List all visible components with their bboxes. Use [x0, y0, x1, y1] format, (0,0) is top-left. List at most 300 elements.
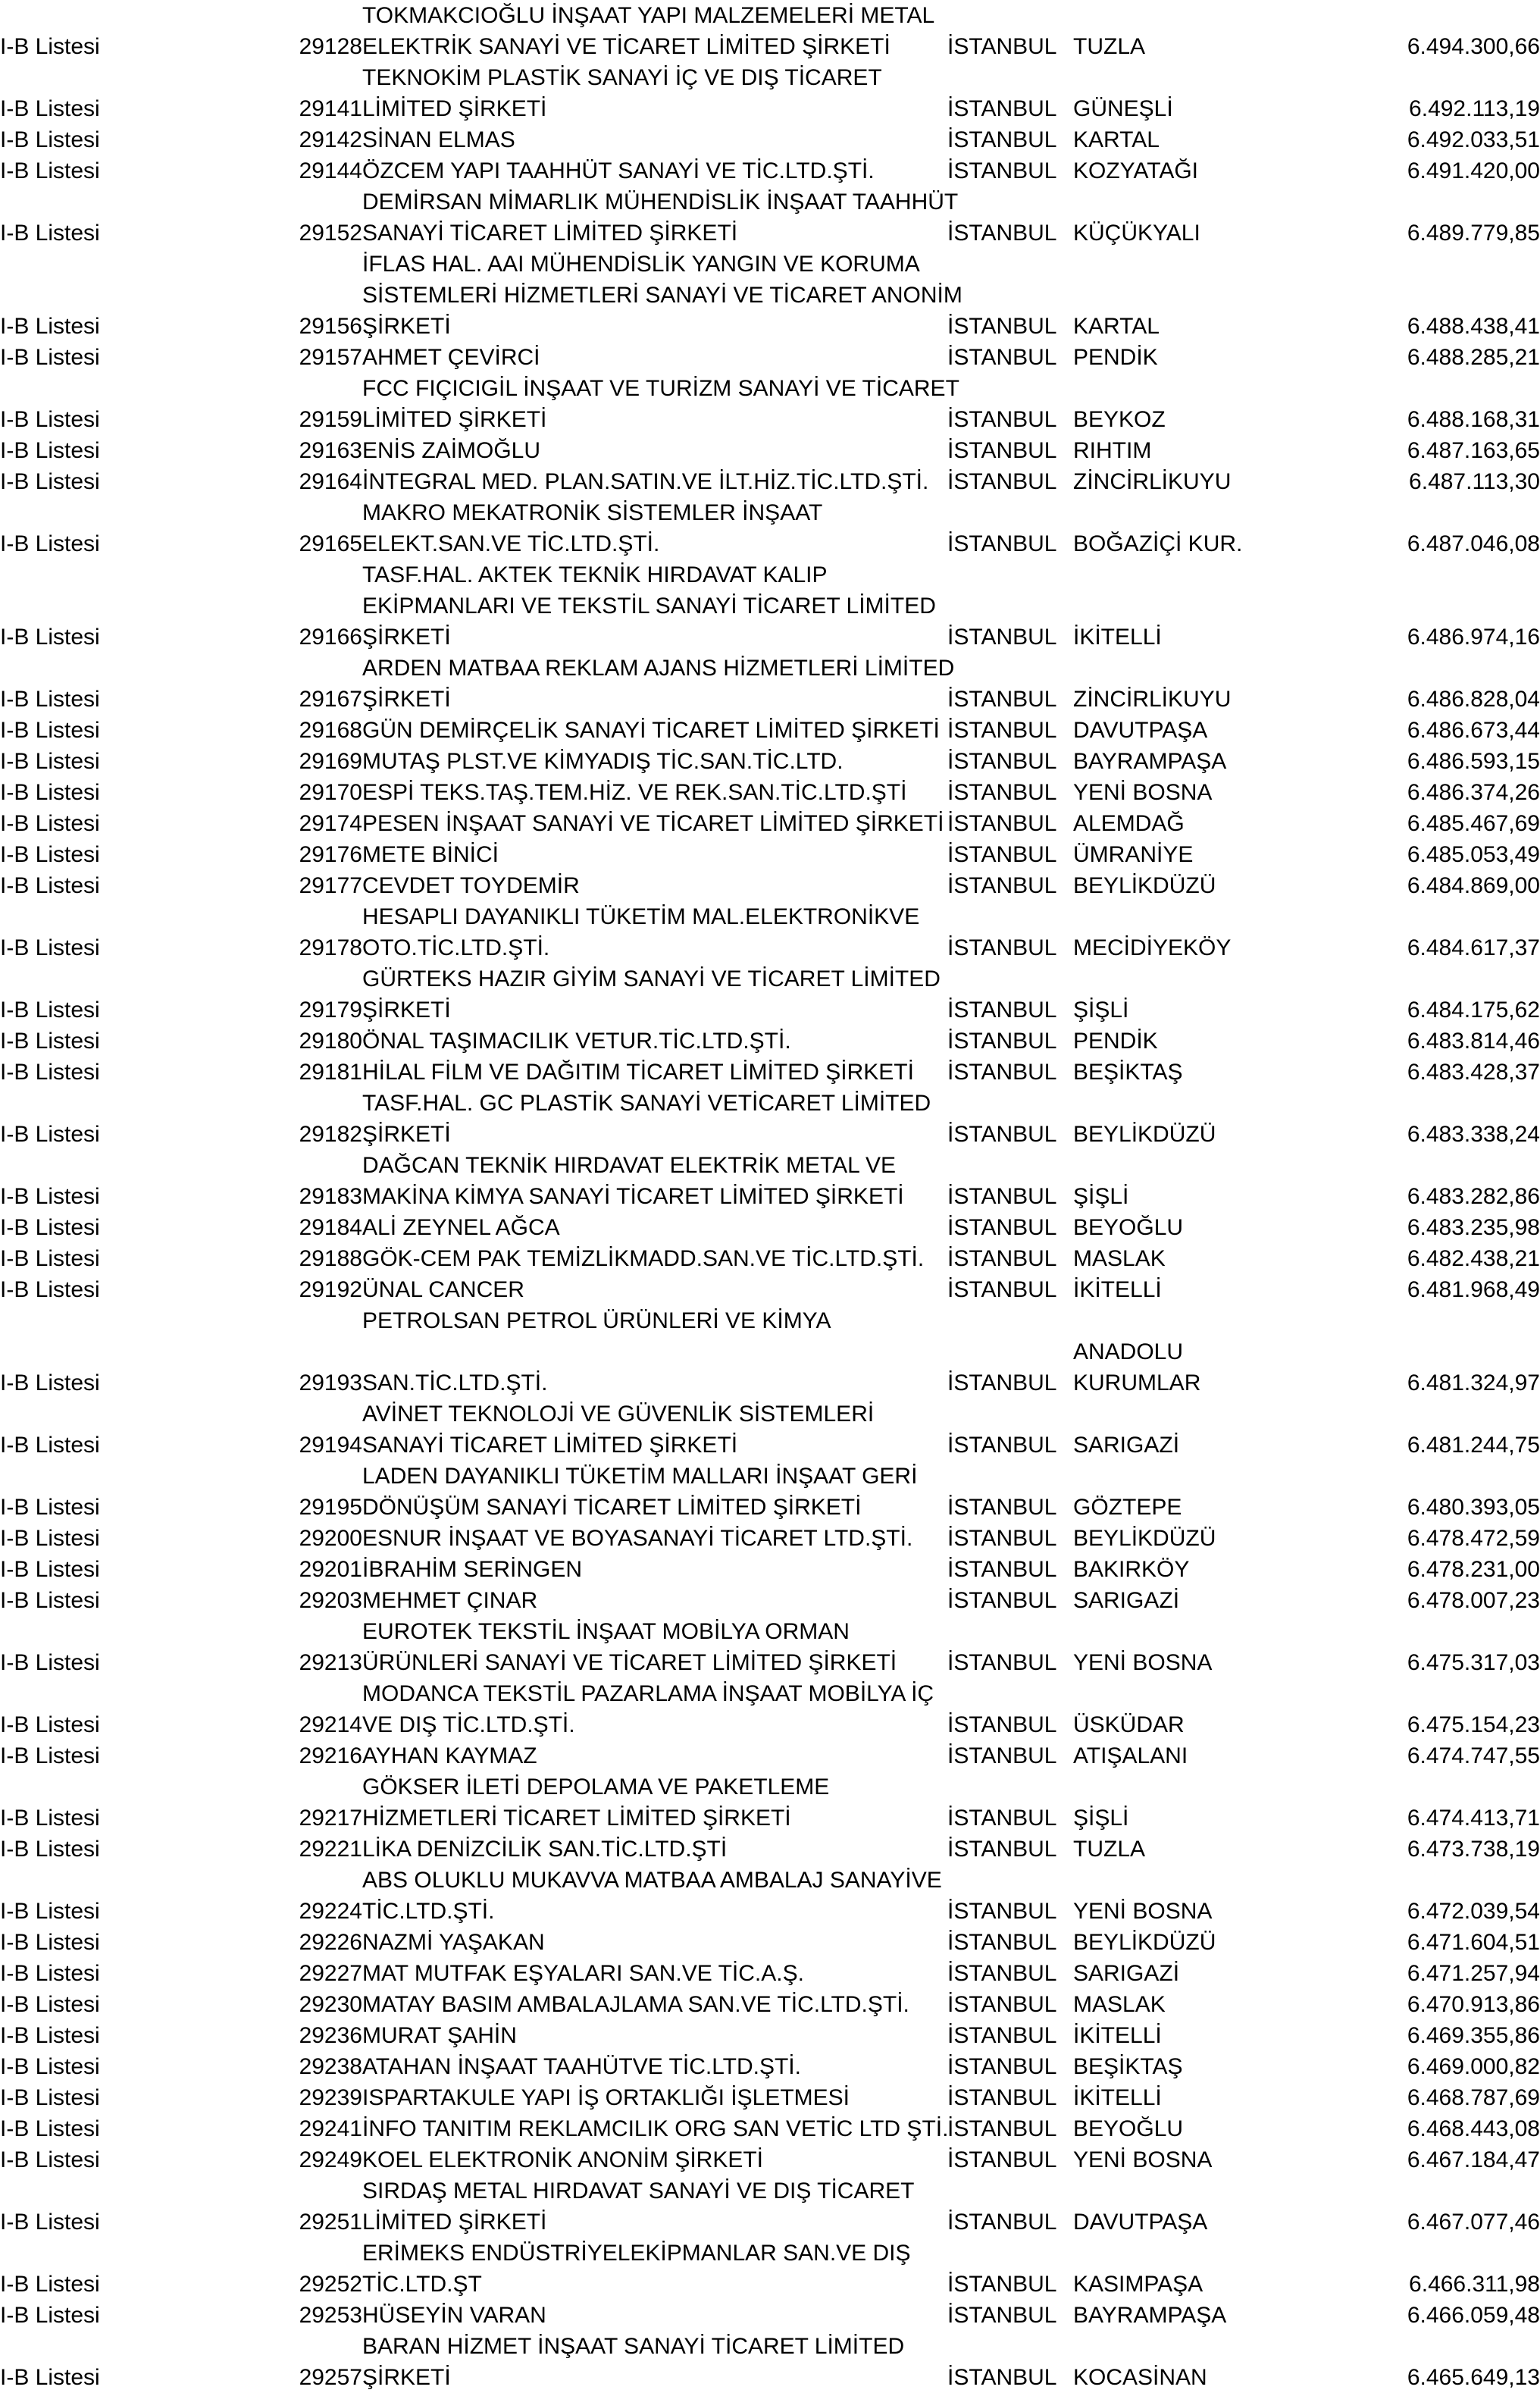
tax-office-district: BAYRAMPAŞA: [1073, 749, 1227, 774]
list-label: I-B Listesi: [0, 780, 100, 805]
amount-empty: [1329, 280, 1540, 311]
debt-amount: 6.481.324,97: [1407, 1370, 1540, 1395]
table-row: [0, 1709, 1540, 1740]
debt-amount: 6.480.393,05: [1407, 1495, 1540, 1520]
city-empty: [947, 1305, 1073, 1336]
debt-amount: 6.473.738,19: [1407, 1837, 1540, 1862]
district-empty: [1073, 373, 1329, 404]
city-empty: [947, 559, 1073, 590]
city-name: İSTANBUL: [947, 1557, 1057, 1582]
district-empty: [1073, 1461, 1329, 1492]
city-name: İSTANBUL: [947, 1370, 1057, 1395]
tax-office-district: MASLAK: [1073, 1992, 1166, 2017]
tax-office-district: YENİ BOSNA: [1073, 2147, 1213, 2172]
debt-amount: 6.483.428,37: [1407, 1060, 1540, 1085]
table-row: [0, 808, 1540, 839]
debt-amount: 6.466.059,48: [1407, 2303, 1540, 2328]
debt-amount: 6.471.604,51: [1407, 1930, 1540, 1955]
list-label: I-B Listesi: [0, 221, 100, 246]
sequence-no: 29188: [299, 1246, 362, 1271]
sequence-no-empty: [270, 963, 362, 994]
taxpayer-name-line-empty: [362, 1336, 947, 1367]
tax-office-district: SARIGAZİ: [1073, 1588, 1180, 1613]
table-row: [0, 1243, 1540, 1274]
amount-empty: [1329, 1461, 1540, 1492]
debt-amount: 6.468.443,08: [1407, 2116, 1540, 2141]
city-empty: [947, 1865, 1073, 1896]
debt-amount: 6.474.413,71: [1407, 1806, 1540, 1831]
table-row: [0, 777, 1540, 808]
taxpayer-name: MURAT ŞAHİN: [362, 2023, 517, 2048]
table-row-continuation: [0, 2238, 1540, 2269]
city-name: İSTANBUL: [947, 1930, 1057, 1955]
tax-office-district: DAVUTPAŞA: [1073, 718, 1208, 743]
city-name: İSTANBUL: [947, 2054, 1057, 2079]
amount-empty: [1329, 1771, 1540, 1803]
city-name: İSTANBUL: [947, 1433, 1057, 1458]
sequence-no: 29213: [299, 1650, 362, 1675]
tax-office-district: KASIMPAŞA: [1073, 2272, 1204, 2297]
list-label-empty: [0, 559, 270, 590]
district-empty: [1073, 653, 1329, 684]
table-row: [0, 2300, 1540, 2331]
list-label: I-B Listesi: [0, 2054, 100, 2079]
taxpayer-name: SANAYİ TİCARET LİMİTED ŞİRKETİ: [362, 1433, 738, 1458]
amount-empty: [1329, 2331, 1540, 2362]
tax-office-district: BEYLİKDÜZÜ: [1073, 1122, 1216, 1147]
taxpayer-name: LİMİTED ŞİRKETİ: [362, 2210, 547, 2235]
table-row: [0, 1803, 1540, 1834]
taxpayer-name-line: TEKNOKİM PLASTİK SANAYİ İÇ VE DIŞ TİCARET: [362, 65, 882, 90]
taxpayer-name: SİNAN ELMAS: [362, 127, 515, 152]
taxpayer-name: ESPİ TEKS.TAŞ.TEM.HİZ. VE REK.SAN.TİC.LTD.ŞTİ: [362, 780, 907, 805]
district-empty: [1073, 901, 1329, 932]
taxpayer-name-line: MODANCA TEKSTİL PAZARLAMA İNŞAAT MOBİLYA İÇ: [362, 1681, 934, 1706]
sequence-no: 29217: [299, 1806, 362, 1831]
sequence-no: 29141: [299, 96, 362, 121]
tax-office-district: GÖZTEPE: [1073, 1495, 1182, 1520]
list-label: I-B Listesi: [0, 1743, 100, 1768]
sequence-no-empty: [270, 497, 362, 528]
table-row: [0, 622, 1540, 653]
sequence-no: 29170: [299, 780, 362, 805]
sequence-no-empty: [270, 1305, 362, 1336]
list-label: I-B Listesi: [0, 1961, 100, 1986]
city-name: İSTANBUL: [947, 1246, 1057, 1271]
debt-amount: 6.481.968,49: [1407, 1277, 1540, 1302]
amount-empty: [1329, 1150, 1540, 1181]
tax-office-district-line: ANADOLU: [1073, 1339, 1184, 1364]
debt-amount: 6.467.184,47: [1407, 2147, 1540, 2172]
amount-empty: [1329, 1305, 1540, 1336]
debt-amount: 6.478.231,00: [1407, 1557, 1540, 1582]
sequence-no: 29168: [299, 718, 362, 743]
table-row-continuation: [0, 1399, 1540, 1430]
tax-office-district: İKİTELLİ: [1073, 1277, 1162, 1302]
debt-amount: 6.465.649,13: [1407, 2365, 1540, 2390]
list-label: I-B Listesi: [0, 873, 100, 898]
city-name: İSTANBUL: [947, 2085, 1057, 2110]
debt-amount: 6.469.000,82: [1407, 2054, 1540, 2079]
sequence-no: 29176: [299, 842, 362, 867]
tax-office-district: YENİ BOSNA: [1073, 1899, 1213, 1924]
list-label: I-B Listesi: [0, 2116, 100, 2141]
district-empty: [1073, 1305, 1329, 1336]
sequence-no: 29165: [299, 531, 362, 556]
list-label-empty: [0, 2175, 270, 2207]
city-name: İSTANBUL: [947, 1029, 1057, 1054]
table-row: [0, 1896, 1540, 1927]
table-row: [0, 2113, 1540, 2144]
list-label-empty: [0, 497, 270, 528]
district-empty: [1073, 249, 1329, 280]
list-label: I-B Listesi: [0, 127, 100, 152]
sequence-no-empty: [270, 1088, 362, 1119]
list-label: I-B Listesi: [0, 2365, 100, 2390]
city-name: İSTANBUL: [947, 1122, 1057, 1147]
city-name: İSTANBUL: [947, 1215, 1057, 1240]
taxpayer-name: MATAY BASIM AMBALAJLAMA SAN.VE TİC.LTD.ŞTİ.: [362, 1992, 909, 2017]
sequence-no: 29177: [299, 873, 362, 898]
city-empty: [947, 1461, 1073, 1492]
sequence-no: 29144: [299, 158, 362, 183]
taxpayer-name: ALİ ZEYNEL AĞCA: [362, 1215, 560, 1240]
taxpayer-name: SAN.TİC.LTD.ŞTİ.: [362, 1370, 548, 1395]
tax-office-district: RIHTIM: [1073, 438, 1152, 463]
taxpayer-name: HÜSEYİN VARAN: [362, 2303, 546, 2328]
district-empty: [1073, 1150, 1329, 1181]
debt-amount: 6.492.113,19: [1409, 96, 1540, 121]
tax-office-district: BEYOĞLU: [1073, 1215, 1184, 1240]
debt-amount: 6.474.747,55: [1407, 1743, 1540, 1768]
taxpayer-name-line: GÜRTEKS HAZIR GİYİM SANAYİ VE TİCARET LİMİTED: [362, 966, 941, 991]
city-empty: [947, 373, 1073, 404]
debt-amount: 6.487.046,08: [1407, 531, 1540, 556]
list-label: I-B Listesi: [0, 1588, 100, 1613]
taxpayer-name: LİMİTED ŞİRKETİ: [362, 407, 547, 432]
debt-amount: 6.472.039,54: [1407, 1899, 1540, 1924]
tax-office-district: BAKIRKÖY: [1073, 1557, 1190, 1582]
sequence-no: 29142: [299, 127, 362, 152]
list-label-empty: [0, 963, 270, 994]
sequence-no: 29182: [299, 1122, 362, 1147]
list-label: I-B Listesi: [0, 1495, 100, 1520]
city-empty: [947, 2331, 1073, 2362]
taxpayer-name: ELEKT.SAN.VE TİC.LTD.ŞTİ.: [362, 531, 660, 556]
table-row: [0, 124, 1540, 155]
tax-office-district: ATIŞALANI: [1073, 1743, 1188, 1768]
debt-amount: 6.483.338,24: [1407, 1122, 1540, 1147]
amount-empty: [1329, 1616, 1540, 1647]
list-label: I-B Listesi: [0, 1060, 100, 1085]
table-row-continuation: [0, 62, 1540, 93]
debt-amount: 6.484.175,62: [1407, 998, 1540, 1023]
table-row: [0, 2082, 1540, 2113]
sequence-no-empty: [270, 2331, 362, 2362]
list-label: I-B Listesi: [0, 2147, 100, 2172]
sequence-no: 29221: [299, 1837, 362, 1862]
list-label-empty: [0, 1461, 270, 1492]
table-row-continuation: [0, 2331, 1540, 2362]
sequence-no-empty: [270, 590, 362, 622]
sequence-no: 29227: [299, 1961, 362, 1986]
city-empty: [947, 1616, 1073, 1647]
list-label-empty: [0, 0, 270, 31]
sequence-no-empty: [270, 1678, 362, 1709]
city-name: İSTANBUL: [947, 531, 1057, 556]
taxpayer-name: İNFO TANITIM REKLAMCILIK ORG SAN VETİC LTD ŞTİ.: [362, 2116, 949, 2141]
taxpayer-name: MAKİNA KİMYA SANAYİ TİCARET LİMİTED ŞİRKETİ: [362, 1184, 904, 1209]
sequence-no: 29195: [299, 1495, 362, 1520]
list-label: I-B Listesi: [0, 1370, 100, 1395]
debt-amount: 6.483.282,86: [1407, 1184, 1540, 1209]
district-empty: [1073, 497, 1329, 528]
amount-empty: [1329, 963, 1540, 994]
list-label: I-B Listesi: [0, 1899, 100, 1924]
debt-amount: 6.475.154,23: [1407, 1712, 1540, 1737]
sequence-no: 29152: [299, 221, 362, 246]
list-label-empty: [0, 280, 270, 311]
city-empty: [947, 1088, 1073, 1119]
list-label: I-B Listesi: [0, 2085, 100, 2110]
list-label: I-B Listesi: [0, 1992, 100, 2017]
list-label-empty: [0, 186, 270, 218]
taxpayer-name: İBRAHİM SERİNGEN: [362, 1557, 583, 1582]
sequence-no: 29163: [299, 438, 362, 463]
taxpayer-name: MEHMET ÇINAR: [362, 1588, 538, 1613]
sequence-no: 29224: [299, 1899, 362, 1924]
city-empty: [947, 1150, 1073, 1181]
city-name: İSTANBUL: [947, 687, 1057, 712]
debt-amount: 6.483.235,98: [1407, 1215, 1540, 1240]
district-empty: [1073, 1088, 1329, 1119]
table-row: [0, 1026, 1540, 1057]
sequence-no-empty: [270, 1150, 362, 1181]
table-row-continuation: [0, 1150, 1540, 1181]
tax-office-district: KARTAL: [1073, 314, 1160, 339]
sequence-no: 29253: [299, 2303, 362, 2328]
city-name: İSTANBUL: [947, 1992, 1057, 2017]
tax-office-district: MECİDİYEKÖY: [1073, 935, 1232, 960]
debt-amount: 6.483.814,46: [1407, 1029, 1540, 1054]
amount-empty: [1329, 249, 1540, 280]
city-name: İSTANBUL: [947, 1495, 1057, 1520]
list-label: I-B Listesi: [0, 1557, 100, 1582]
table-row: [0, 1367, 1540, 1399]
city-name: İSTANBUL: [947, 2365, 1057, 2390]
sequence-no: 29249: [299, 2147, 362, 2172]
table-row-continuation: [0, 559, 1540, 590]
sequence-no: 29226: [299, 1930, 362, 1955]
taxpayer-name: ÖZCEM YAPI TAAHHÜT SANAYİ VE TİC.LTD.ŞTİ.: [362, 158, 875, 183]
taxpayer-name-line: TASF.HAL. GC PLASTİK SANAYİ VETİCARET LİMİTED: [362, 1091, 931, 1116]
table-row: [0, 1989, 1540, 2020]
amount-empty: [1329, 1336, 1540, 1367]
debt-amount: 6.485.467,69: [1407, 811, 1540, 836]
sequence-no-empty: [270, 2175, 362, 2207]
taxpayer-name: KOEL ELEKTRONİK ANONİM ŞİRKETİ: [362, 2147, 764, 2172]
list-label: I-B Listesi: [0, 1712, 100, 1737]
city-name: İSTANBUL: [947, 842, 1057, 867]
tax-office-district: SARIGAZİ: [1073, 1433, 1180, 1458]
list-label: I-B Listesi: [0, 1215, 100, 1240]
debt-amount: 6.487.113,30: [1409, 469, 1540, 494]
sequence-no: 29166: [299, 625, 362, 650]
sequence-no: 29200: [299, 1526, 362, 1551]
table-row: [0, 1585, 1540, 1616]
sequence-no-empty: [270, 1616, 362, 1647]
city-empty: [947, 497, 1073, 528]
list-label: I-B Listesi: [0, 469, 100, 494]
table-row-continuation: [0, 590, 1540, 622]
table-row: [0, 1647, 1540, 1678]
city-name: İSTANBUL: [947, 625, 1057, 650]
list-label: I-B Listesi: [0, 2272, 100, 2297]
city-name: İSTANBUL: [947, 1184, 1057, 1209]
taxpayer-name: METE BİNİCİ: [362, 842, 499, 867]
debt-amount: 6.466.311,98: [1409, 2272, 1540, 2297]
district-empty: [1073, 62, 1329, 93]
sequence-no-empty: [270, 1399, 362, 1430]
sequence-no-empty: [270, 0, 362, 31]
tax-office-district: ŞİŞLİ: [1073, 1806, 1129, 1831]
list-label: I-B Listesi: [0, 842, 100, 867]
city-empty: [947, 2175, 1073, 2207]
city-name: İSTANBUL: [947, 2147, 1057, 2172]
debt-amount: 6.488.438,41: [1407, 314, 1540, 339]
debt-amount: 6.469.355,86: [1407, 2023, 1540, 2048]
district-empty: [1073, 1865, 1329, 1896]
district-empty: [1073, 2331, 1329, 2362]
sequence-no: 29179: [299, 998, 362, 1023]
taxpayer-name: ŞİRKETİ: [362, 314, 451, 339]
table-row: [0, 1958, 1540, 1989]
taxpayer-name-line: MAKRO MEKATRONİK SİSTEMLER İNŞAAT: [362, 500, 823, 525]
amount-empty: [1329, 62, 1540, 93]
tax-office-district: ŞİŞLİ: [1073, 998, 1129, 1023]
debt-amount: 6.489.779,85: [1407, 221, 1540, 246]
district-empty: [1073, 963, 1329, 994]
debt-amount: 6.468.787,69: [1407, 2085, 1540, 2110]
taxpayer-name: GÜN DEMİRÇELİK SANAYİ TİCARET LİMİTED ŞİRKETİ: [362, 718, 940, 743]
city-empty: [947, 0, 1073, 31]
taxpayer-name-line: EUROTEK TEKSTİL İNŞAAT MOBİLYA ORMAN: [362, 1619, 850, 1644]
city-empty: [947, 1771, 1073, 1803]
city-name: İSTANBUL: [947, 158, 1057, 183]
sequence-no: 29167: [299, 687, 362, 712]
city-name: İSTANBUL: [947, 34, 1057, 59]
taxpayer-name-line: DEMİRSAN MİMARLIK MÜHENDİSLİK İNŞAAT TAAHHÜT: [362, 189, 959, 215]
tax-office-district: BEYLİKDÜZÜ: [1073, 1930, 1216, 1955]
table-row: [0, 466, 1540, 497]
list-label: I-B Listesi: [0, 1930, 100, 1955]
city-name: İSTANBUL: [947, 469, 1057, 494]
tax-office-district: TUZLA: [1073, 1837, 1146, 1862]
table-row-continuation: [0, 963, 1540, 994]
sequence-no-empty: [270, 249, 362, 280]
tax-office-district: ŞİŞLİ: [1073, 1184, 1129, 1209]
table-row: [0, 1057, 1540, 1088]
table-row: [0, 2144, 1540, 2175]
city-name: İSTANBUL: [947, 127, 1057, 152]
debt-amount: 6.481.244,75: [1407, 1433, 1540, 1458]
list-label: I-B Listesi: [0, 1433, 100, 1458]
debt-amount: 6.492.033,51: [1407, 127, 1540, 152]
district-empty: [1073, 280, 1329, 311]
amount-empty: [1329, 1678, 1540, 1709]
district-empty: [1073, 0, 1329, 31]
list-label: I-B Listesi: [0, 345, 100, 370]
table-row: [0, 1274, 1540, 1305]
sequence-no: 29214: [299, 1712, 362, 1737]
tax-office-district: TUZLA: [1073, 34, 1146, 59]
list-label: I-B Listesi: [0, 407, 100, 432]
tax-office-district: KURUMLAR: [1073, 1370, 1201, 1395]
city-name: İSTANBUL: [947, 1743, 1057, 1768]
taxpayer-name: GÖK-CEM PAK TEMİZLİKMADD.SAN.VE TİC.LTD.ŞTİ.: [362, 1246, 925, 1271]
sequence-no: 29156: [299, 314, 362, 339]
debt-amount: 6.486.974,16: [1407, 625, 1540, 650]
table-row: [0, 1119, 1540, 1150]
list-label-empty: [0, 1336, 270, 1367]
sequence-no: 29159: [299, 407, 362, 432]
table-row: [0, 870, 1540, 901]
city-name: İSTANBUL: [947, 2210, 1057, 2235]
list-label: I-B Listesi: [0, 1184, 100, 1209]
debt-amount: 6.488.285,21: [1407, 345, 1540, 370]
table-row: [0, 93, 1540, 124]
tax-office-district: KOZYATAĞI: [1073, 158, 1199, 183]
taxpayer-name: LİMİTED ŞİRKETİ: [362, 96, 547, 121]
list-label: I-B Listesi: [0, 438, 100, 463]
list-label-empty: [0, 1305, 270, 1336]
list-label: I-B Listesi: [0, 2210, 100, 2235]
debt-amount: 6.484.617,37: [1407, 935, 1540, 960]
taxpayer-name: NAZMİ YAŞAKAN: [362, 1930, 545, 1955]
table-row: [0, 435, 1540, 466]
debt-amount: 6.486.374,26: [1407, 780, 1540, 805]
city-empty: [947, 653, 1073, 684]
debt-amount: 6.467.077,46: [1407, 2210, 1540, 2235]
taxpayer-name-line: ABS OLUKLU MUKAVVA MATBAA AMBALAJ SANAYİVE: [362, 1868, 942, 1893]
list-label-empty: [0, 2238, 270, 2269]
taxpayer-name-line: TOKMAKCIOĞLU İNŞAAT YAPI MALZEMELERİ METAL: [362, 3, 935, 28]
sequence-no: 29169: [299, 749, 362, 774]
city-name: İSTANBUL: [947, 2272, 1057, 2297]
table-row-continuation: [0, 1088, 1540, 1119]
taxpayer-name-line: İFLAS HAL. AAI MÜHENDİSLİK YANGIN VE KORUMA: [362, 252, 920, 277]
sequence-no: 29201: [299, 1557, 362, 1582]
amount-empty: [1329, 559, 1540, 590]
list-label: I-B Listesi: [0, 1806, 100, 1831]
city-name: İSTANBUL: [947, 1712, 1057, 1737]
table-row: [0, 994, 1540, 1026]
table-row-continuation: [0, 249, 1540, 280]
taxpayer-name-line: AVİNET TEKNOLOJİ VE GÜVENLİK SİSTEMLERİ: [362, 1402, 875, 1427]
sequence-no-empty: [270, 1865, 362, 1896]
sequence-no-empty: [270, 280, 362, 311]
debt-amount: 6.491.420,00: [1407, 158, 1540, 183]
city-empty: [947, 590, 1073, 622]
city-empty: [947, 1399, 1073, 1430]
sequence-no: 29128: [299, 34, 362, 59]
list-label-empty: [0, 901, 270, 932]
sequence-no: 29203: [299, 1588, 362, 1613]
amount-empty: [1329, 653, 1540, 684]
list-label-empty: [0, 1771, 270, 1803]
table-row-continuation: [0, 1771, 1540, 1803]
sequence-no: 29241: [299, 2116, 362, 2141]
